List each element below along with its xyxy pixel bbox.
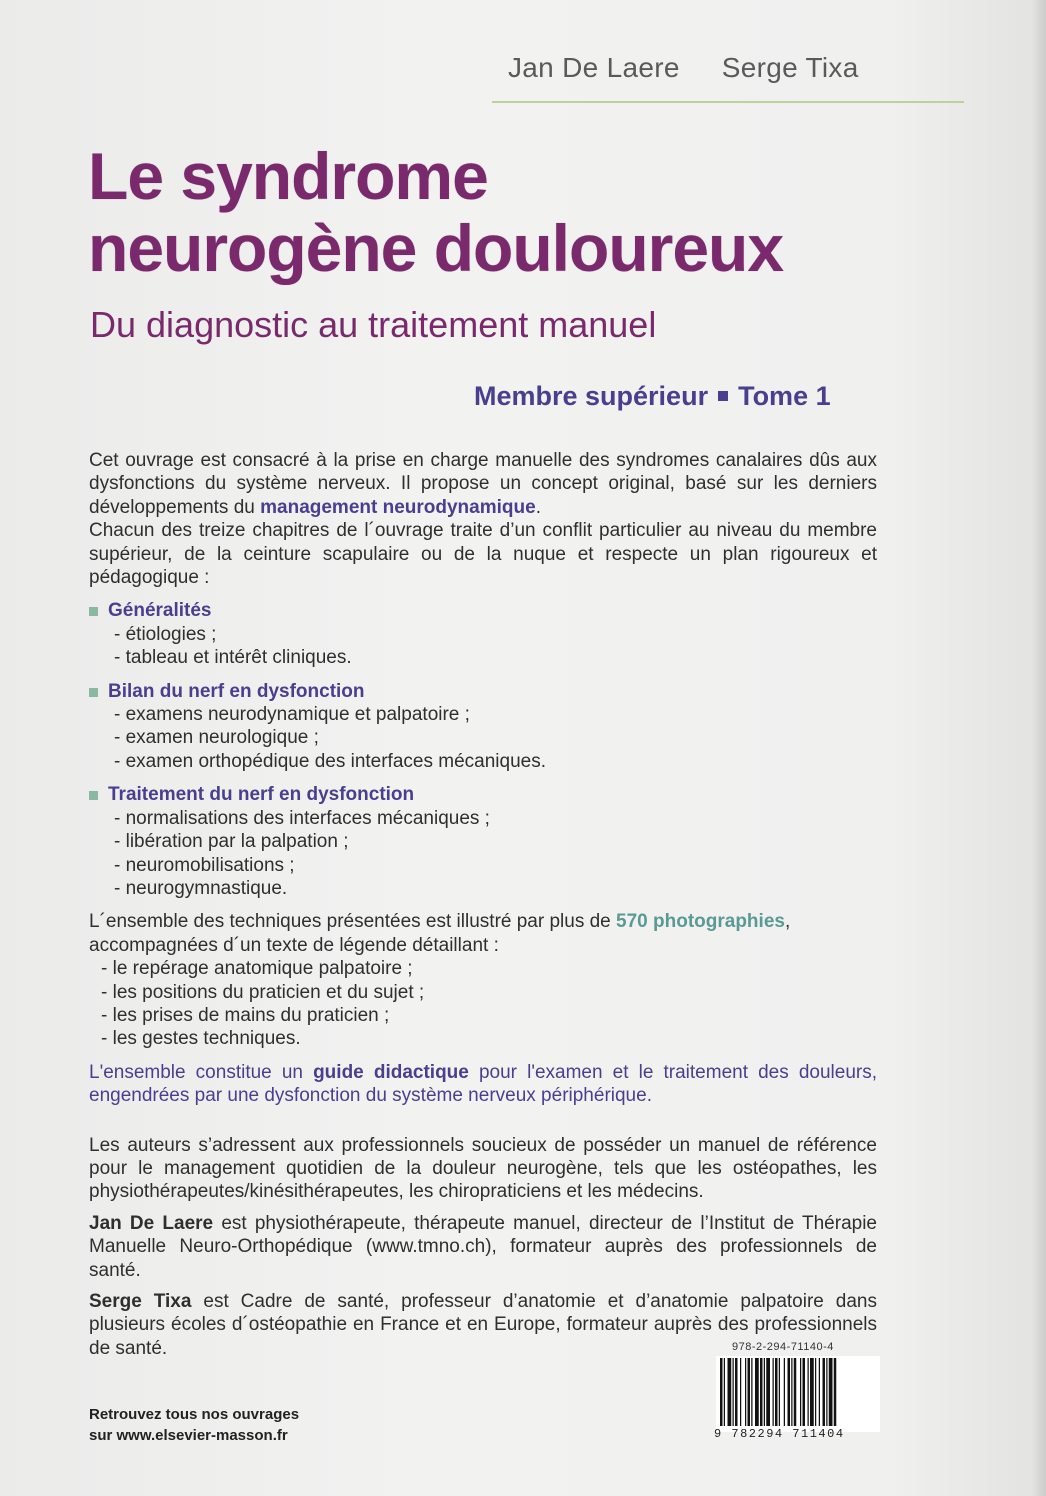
square-bullet-icon (89, 607, 98, 616)
bio-text: est Cadre de santé, professeur d’anatomie et d’anatomie palpatoire dans plusieurs écoles d´ostéopathie en France et en Europe, formateur auprès des professionnels de santé. (89, 1291, 877, 1359)
list-item: - les prises de mains du praticien ; (101, 1004, 390, 1026)
list-item: - neuromobilisations ; (114, 854, 295, 876)
highlight-photographies: 570 photographies (616, 911, 785, 933)
book-subtitle: Du diagnostic au traitement manuel (90, 304, 657, 345)
authors (508, 52, 859, 84)
list-item: - examens neurodynamique et palpatoire ; (114, 704, 470, 726)
section-head-generalites (89, 599, 877, 622)
isbn: 978-2-294-71140-4 (732, 1341, 834, 1353)
intro-text-end: . (535, 496, 541, 518)
bio-jan-de-laere (89, 1212, 877, 1282)
footer (89, 1404, 299, 1446)
guide-paragraph (89, 1061, 877, 1108)
footer-line-1: Retrouvez tous nos ouvrages (89, 1406, 300, 1423)
list-item: - libération par la palpation ; (114, 831, 349, 853)
bio-text: est physiothérapeute, thérapeute manuel, directeur de l’Institut de Thérapie Manuelle Neuro-Orthopédique (www.tmno.ch), formateur auprès des professionnels de santé. (89, 1212, 877, 1281)
guide-text: L'ensemble constitue un (89, 1061, 314, 1083)
guide-text-end: pour l'examen et le traitement des douleurs, engendrées par une dysfonction du système nerveux périphérique. (89, 1061, 877, 1107)
photos-line-2: accompagnées d´un texte de légende détaillant : (89, 934, 499, 956)
highlight-management: management neurodynamique (260, 496, 536, 518)
footer-line-2: sur www.elsevier-masson.fr (89, 1427, 288, 1444)
square-bullet-icon (718, 391, 728, 401)
list-item: - neurogymnastique. (114, 877, 288, 899)
audience-paragraph: Les auteurs s’adressent aux professionnels soucieux de posséder un manuel de référence pour le management quotidien de la douleur neurogène, tels que les ostéopathes, les physiothérapeutes/kinésithérapeutes, les chiropraticiens et les médecins. (89, 1134, 877, 1203)
barcode-digits: 9 782294 711404 (714, 1427, 845, 1441)
list-item: - examen neurologique ; (114, 727, 319, 749)
bio-name: Serge Tixa (89, 1291, 192, 1312)
list-item: - les positions du praticien et du sujet ; (101, 981, 425, 1003)
list-item: - les gestes techniques. (101, 1028, 301, 1050)
list-item: - tableau et intérêt cliniques. (114, 647, 352, 669)
section-head-traitement (89, 783, 877, 806)
author-2: Serge Tixa (721, 52, 859, 83)
intro-text: Cet ouvrage est consacré à la prise en charge manuelle des syndromes canalaires dûs aux dysfonctions du système nerveux. Il propose un concept original, basé sur les derniers développements du (89, 450, 877, 518)
barcode-icon (716, 1356, 880, 1432)
square-bullet-icon (89, 688, 98, 697)
section-title: Traitement du nerf en dysfonction (108, 784, 415, 806)
page-edge-shadow (1032, 0, 1046, 1496)
title-line-1: Le syndrome (88, 139, 488, 213)
intro-paragraph-2: Chacun des treize chapitres de l´ouvrage traite d’un conflit particulier au niveau du membre supérieur, de la ceinture scapulaire ou de la nuque et respecte un plan rigoureux et pédagogique : (89, 520, 877, 589)
photos-paragraph (89, 910, 877, 933)
series-tome (474, 381, 831, 412)
list-item: - étiologies ; (114, 623, 217, 645)
header-rule (492, 101, 964, 103)
title-line-2: neurogène douloureux (88, 211, 784, 285)
section-title: Bilan du nerf en dysfonction (108, 680, 365, 702)
section-head-bilan (89, 680, 877, 703)
photos-text-end: , (784, 911, 791, 933)
list-item: - examen orthopédique des interfaces mécaniques. (114, 750, 546, 772)
list-item: - normalisations des interfaces mécaniques ; (114, 807, 490, 829)
photos-text: L´ensemble des techniques présentées est illustré par plus de (89, 911, 617, 933)
series-part: Membre supérieur (474, 381, 709, 411)
tome-number: Tome 1 (738, 381, 831, 411)
list-item: - le repérage anatomique palpatoire ; (101, 958, 413, 980)
book-title (88, 140, 783, 284)
description (89, 449, 877, 1360)
square-bullet-icon (89, 791, 98, 800)
section-title: Généralités (108, 600, 212, 622)
highlight-guide: guide didactique (313, 1061, 469, 1083)
author-1: Jan De Laere (508, 52, 680, 83)
intro-paragraph-1 (89, 449, 877, 519)
bio-name: Jan De Laere (89, 1212, 214, 1234)
